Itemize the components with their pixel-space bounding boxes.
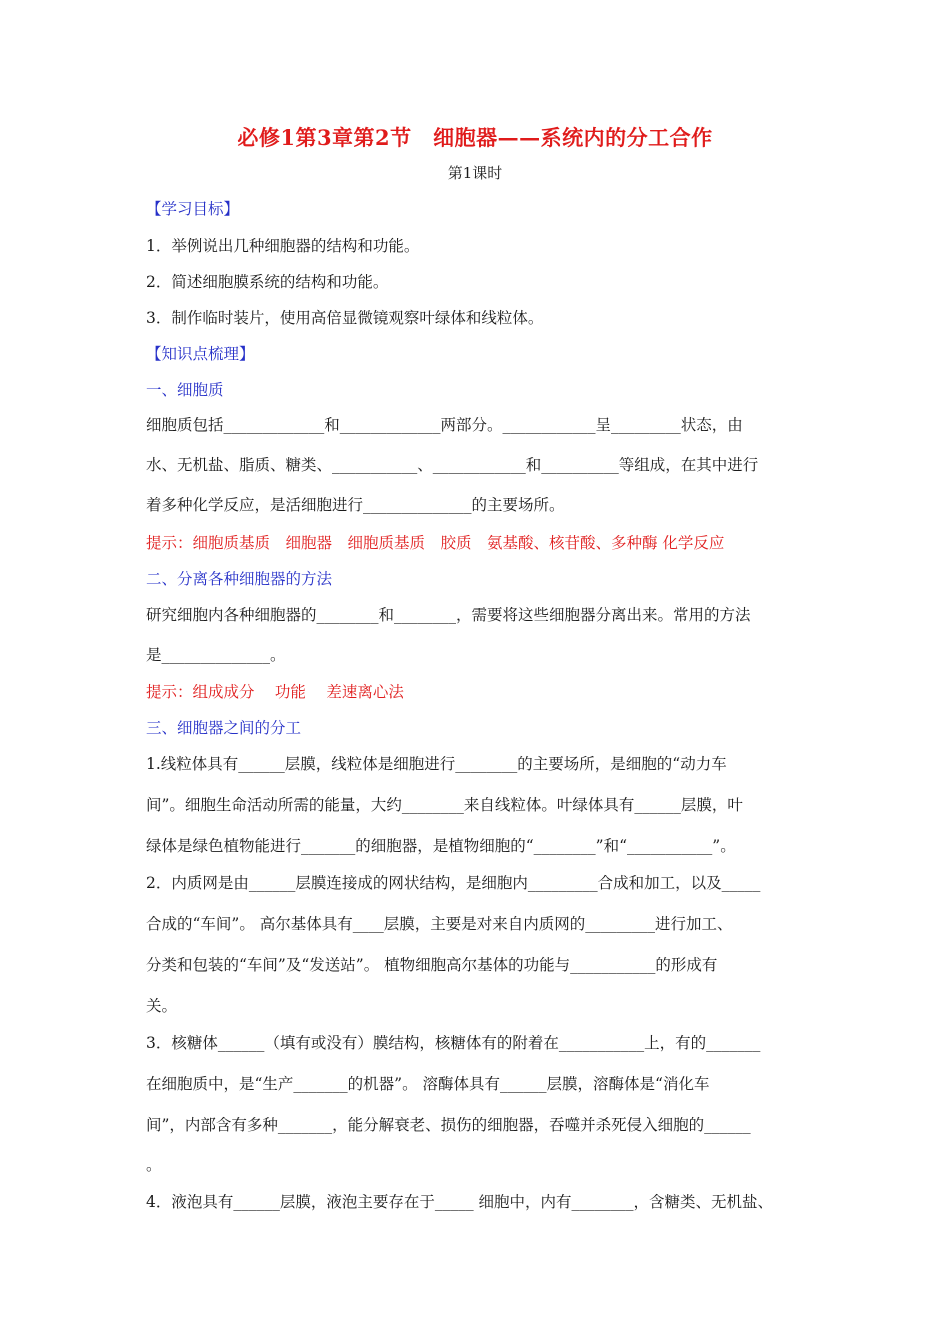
hint-line: 提示：组成成分 功能 差速离心法 [146,683,404,701]
text-line: 间”。细胞生命活动所需的能量，大约________来自线粒体。叶绿体具有______层膜，叶 [146,796,743,814]
text-line: 分类和包装的“车间”及“发送站”。 植物细胞高尔基体的功能与___________的形成有 [146,956,718,974]
section-heading-objectives: 【学习目标】 [146,200,240,218]
text-line: 在细胞质中，是“生产_______的机器”。 溶酶体具有______层膜，溶酶体是“消化车 [146,1075,710,1093]
objective-2: 2．简述细胞膜系统的结构和功能。 [146,273,389,291]
subheading-separation: 二、分离各种细胞器的方法 [146,570,333,588]
text-line: 4．液泡具有______层膜，液泡主要存在于_____ 细胞中，内有________，含糖类、无机盐、 [146,1193,774,1211]
hint-line: 提示：细胞质基质 细胞器 细胞质基质 胶质 氨基酸、核苷酸、多种酶 化学反应 [146,534,725,552]
text-line: 间”，内部含有多种_______，能分解衰老、损伤的细胞器，吞噬并杀死侵入细胞的______ [146,1116,751,1134]
text-line: 关。 [146,997,178,1015]
lesson-subtitle: 第1课时 [447,164,503,182]
section-heading-knowledge: 【知识点梳理】 [146,345,255,363]
text-line: 2．内质网是由______层膜连接成的网状结构，是细胞内_________合成和加工，以及_____ [146,874,761,892]
objective-1: 1．举例说出几种细胞器的结构和功能。 [146,237,420,255]
text-line: 研究细胞内各种细胞器的________和________，需要将这些细胞器分离出来。常用的方法 [146,606,751,624]
page-title: 必修1第3章第2节 细胞器——系统内的分工合作 [237,125,713,150]
subheading-division: 三、细胞器之间的分工 [146,719,302,737]
text-line: 1.线粒体具有______层膜，线粒体是细胞进行________的主要场所，是细胞的“动力车 [146,755,727,773]
text-line: 着多种化学反应，是活细胞进行______________的主要场所。 [146,496,565,514]
text-line: 合成的“车间”。 高尔基体具有____层膜，主要是对来自内质网的_________进行加工、 [146,915,733,933]
text-line: 是______________。 [146,646,286,664]
text-line: 绿体是绿色植物能进行_______的细胞器，是植物细胞的“________”和“___________”。 [146,837,736,855]
text-line: 。 [146,1156,162,1174]
text-line: 水、无机盐、脂质、糖类、___________、____________和__________等组成，在其中进行 [146,456,759,474]
subheading-cytoplasm: 一、细胞质 [146,381,224,399]
objective-3: 3．制作临时装片，使用高倍显微镜观察叶绿体和线粒体。 [146,309,544,327]
text-line: 3．核糖体______（填有或没有）膜结构，核糖体有的附着在___________上，有的_______ [146,1034,761,1052]
text-line: 细胞质包括_____________和_____________两部分。____________呈_________状态，由 [146,416,743,434]
